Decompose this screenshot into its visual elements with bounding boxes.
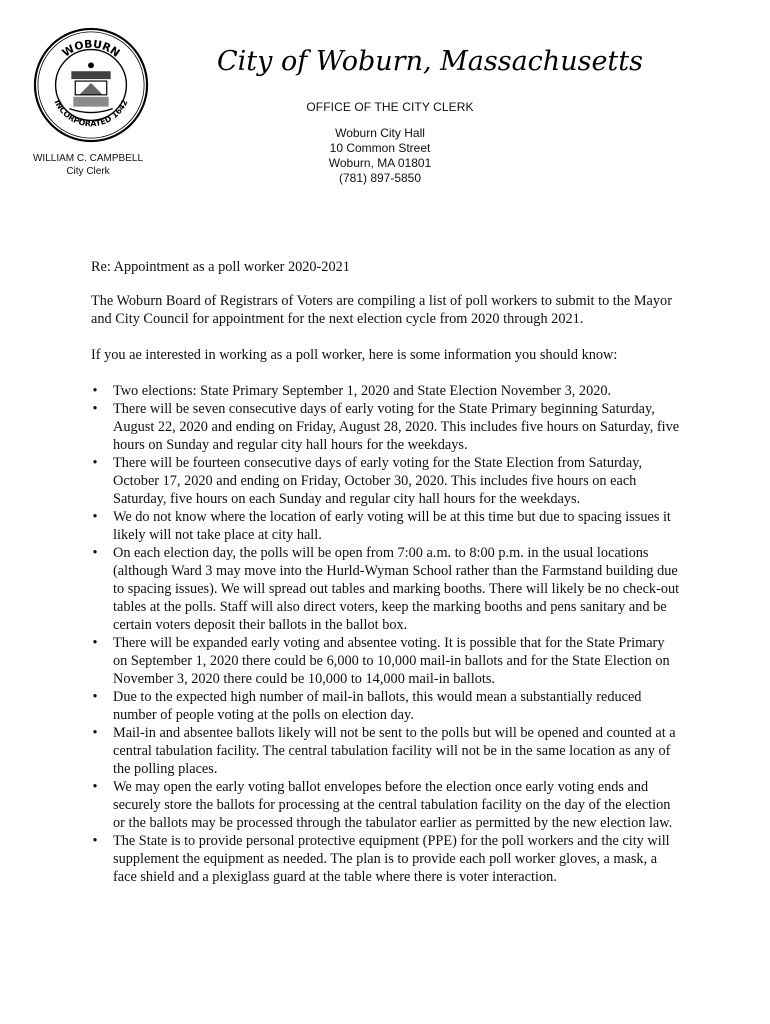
city-title: City of Woburn, Massachusetts xyxy=(217,46,643,77)
bullet-icon: • xyxy=(92,509,98,525)
bullet-icon: • xyxy=(92,725,98,741)
info-paragraph: If you ae interested in working as a poll worker, here is some information you should know: xyxy=(91,347,618,363)
list-item: • We do not know where the location of early voting will be at this time but due to spacing issues it likely will not take place at city hall. xyxy=(92,509,671,543)
information-list xyxy=(91,382,681,886)
address-line-phone: (781) 897-5850 xyxy=(338,171,422,185)
list-item: • There will be fourteen consecutive days of early voting for the State Election from Saturday, October 17, 2020 and ending on Friday, October 30, 2020. This includes five hours on each Saturday, five hours on each Sunday and regular city hall hours for the weekdays. xyxy=(92,455,643,507)
list-item: • Mail-in and absentee ballots likely will not be sent to the polls but will be opened and counted at a central tabulation facility. The central tabulation facility will not be in the same location as any of the polling places. xyxy=(92,725,676,777)
list-item: • We may open the early voting ballot envelopes before the election once early voting ends and securely store the ballots for processing at the central tabulation facility on the day of the election or the ballots may be processed through the tabulator earlier as permitted by the new election law. xyxy=(92,779,673,831)
intro-paragraph: The Woburn Board of Registrars of Voters are compiling a list of poll workers to submit to the Mayor and City Council for appointment for the next election cycle from 2020 through 2021. xyxy=(91,293,672,327)
list-item: • There will be seven consecutive days of early voting for the State Primary beginning Saturday, August 22, 2020 and ending on Friday, August 28, 2020. This includes five hours on Saturday, five hours on Sunday and regular city hall hours for the weekdays. xyxy=(92,401,680,453)
bullet-icon: • xyxy=(92,383,98,399)
list-item: • Due to the expected high number of mail-in ballots, this would mean a substantially reduced number of people voting at the polls on election day. xyxy=(92,689,642,723)
clerk-name: WILLIAM C. CAMPBELL xyxy=(32,153,144,164)
svg-text:WOBURN: WOBURN xyxy=(59,37,123,60)
list-item: • On each election day, the polls will be open from 7:00 a.m. to 8:00 p.m. in the usual locations (although Ward 3 may move into the Hurld-Wyman School rather than the Farmstand building due to spacing issues). We will spread out tables and marking booths. There will likely be no check-out tables at the polls. Staff will also direct voters, keep the marking booths and pens sanitary and be certain voters deposit their ballots in the ballot box. xyxy=(92,545,680,633)
bullet-icon: • xyxy=(92,455,98,471)
bullet-icon: • xyxy=(92,401,98,417)
subject-line: Re: Appointment as a poll worker 2020-2021 xyxy=(91,259,350,275)
bullet-icon: • xyxy=(92,833,98,849)
list-item: • Two elections: State Primary September 1, 2020 and State Election November 3, 2020. xyxy=(92,383,612,399)
city-seal-logo xyxy=(32,26,150,144)
list-item: • There will be expanded early voting and absentee voting. It is possible that for the State Primary on September 1, 2020 there could be 6,000 to 10,000 mail-in ballots and for the State Election on November 3, 2020 there could be 10,000 to 14,000 mail-in ballots. xyxy=(92,635,670,687)
bullet-icon: • xyxy=(92,689,98,705)
office-address xyxy=(300,126,460,186)
address-line-building: Woburn City Hall xyxy=(335,126,425,140)
bullet-icon: • xyxy=(92,635,98,651)
office-name: OFFICE OF THE CITY CLERK xyxy=(306,100,474,114)
address-line-city: Woburn, MA 01801 xyxy=(328,156,432,170)
bullet-icon: • xyxy=(92,779,98,795)
clerk-block xyxy=(18,152,158,178)
svg-text:INCORPORATED 1642: INCORPORATED 1642 xyxy=(52,98,130,129)
list-item: • The State is to provide personal protective equipment (PPE) for the poll workers and the city will supplement the equipment as needed. The plan is to provide each poll worker gloves, a mask, a face shield and a plexiglass guard at the table where there is voter interaction. xyxy=(92,833,670,885)
clerk-title: City Clerk xyxy=(66,166,110,177)
address-line-street: 10 Common Street xyxy=(329,141,431,155)
bullet-icon: • xyxy=(92,545,98,561)
